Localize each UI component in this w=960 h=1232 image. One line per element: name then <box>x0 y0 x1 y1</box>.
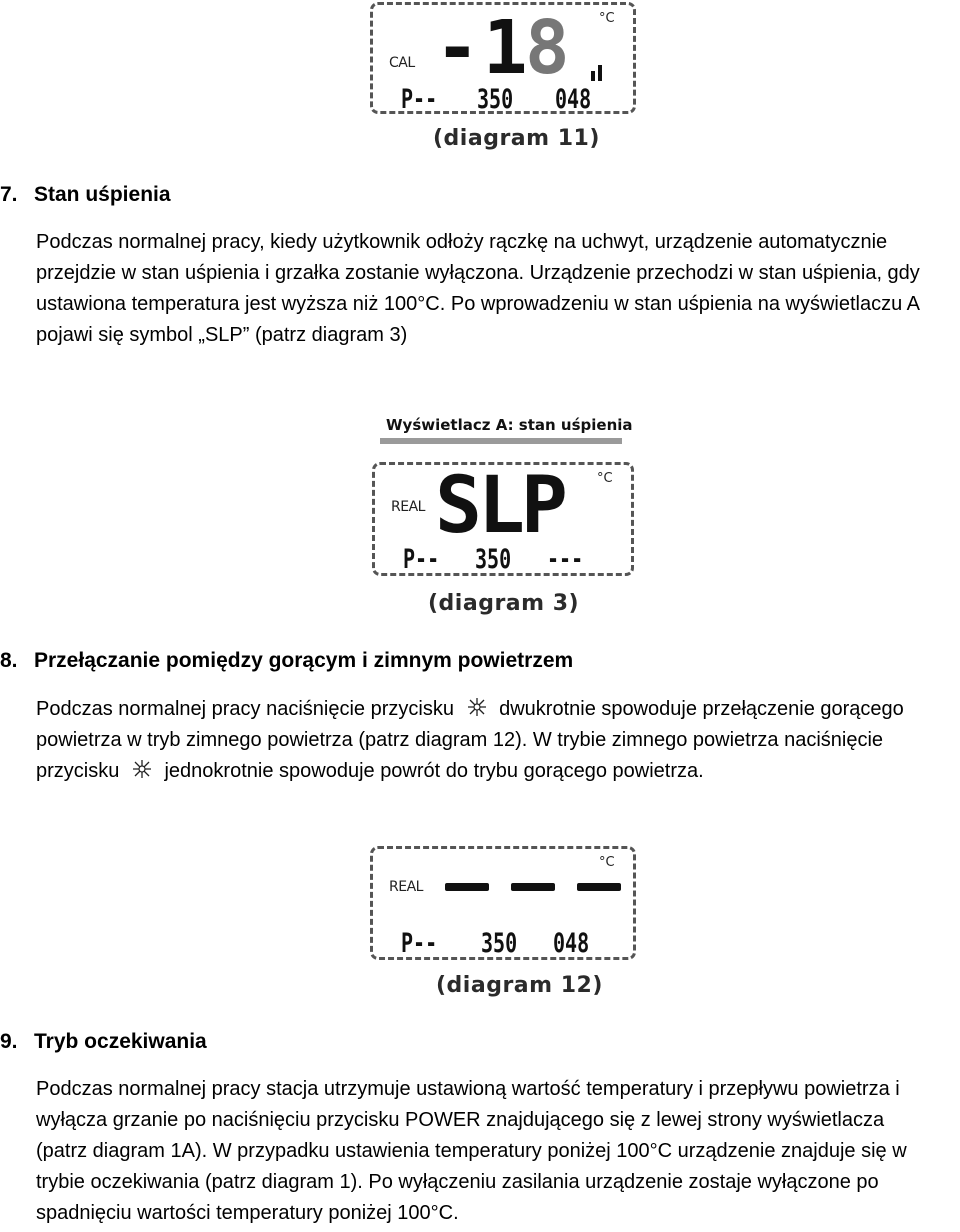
lcd-mode-tag: REAL <box>391 499 425 515</box>
section-8-text-2: dwukrotnie spowoduje przełączenie gorącego powietrza w tryb zimnego powietrza (patrz diagram 12). W trybie zimnego powietrza naciśnięcie przycisku <box>36 698 904 782</box>
lcd-digit-1: 1 <box>483 5 526 91</box>
lcd-readout-temp: 350 <box>481 926 518 959</box>
section-9-paragraph: Podczas normalnej pracy stacja utrzymuje ustawioną wartość temperatury i przepływu powietrza i wyłącza grzanie po naciśnięciu przycisku POWER znajdującego się z lewej strony wyświetlacza (patrz diagram 1A). W przypadku ustawienia temperatury poniżej 100°C urządzenie znajduje się w trybie oczekiwania (patrz diagram 1). Po wyłączeniu zasilania urządzenie zostaje wyłączone po spadnięciu wartości temperatury poniżej 100°C. <box>36 1078 907 1224</box>
lcd-mode-tag: REAL <box>389 879 423 895</box>
lcd-unit: °C <box>599 11 615 26</box>
lcd-dashes <box>445 883 621 891</box>
section-8-title: Przełączanie pomiędzy gorącym i zimnym powietrzem <box>34 649 574 672</box>
section-8-text-1: Podczas normalnej pracy naciśnięcie przycisku <box>36 698 454 720</box>
heater-bars-icon <box>591 63 605 81</box>
section-8-text-3: jednokrotnie spowoduje powrót do trybu gorącego powietrza. <box>164 760 704 782</box>
lcd-readout-p: P-- <box>403 542 440 575</box>
section-7-title: Stan uśpienia <box>34 183 171 206</box>
section-7-number: 7. <box>0 183 18 206</box>
diagram-3-title-underline <box>380 438 622 444</box>
lcd-display-diagram-12 <box>370 846 636 960</box>
lcd-mode-tag: CAL <box>389 55 415 71</box>
lcd-display-diagram-3 <box>372 462 634 576</box>
section-8-heading <box>0 648 573 674</box>
section-7-heading <box>0 182 171 208</box>
section-9-heading <box>0 1029 207 1055</box>
section-8-number: 8. <box>0 649 18 672</box>
lcd-digit-2: 8 <box>525 5 568 91</box>
lcd-readout-p: P-- <box>401 926 438 959</box>
lcd-unit: °C <box>599 855 615 870</box>
lcd-dash <box>445 883 489 891</box>
lcd-dash <box>511 883 555 891</box>
lcd-readout-temp: 350 <box>477 82 514 115</box>
lcd-readout-air: --- <box>547 542 584 575</box>
diagram-12-caption: (diagram 12) <box>436 973 603 998</box>
lcd-sign: - <box>435 5 478 91</box>
diagram-11-caption: (diagram 11) <box>433 126 600 151</box>
fan-icon <box>131 759 153 779</box>
lcd-display-diagram-11 <box>370 2 636 114</box>
diagram-3-title: Wyświetlacz A: stan uśpienia <box>386 416 633 434</box>
lcd-readout-temp: 350 <box>475 542 512 575</box>
lcd-readout-air: 048 <box>555 82 592 115</box>
fan-icon <box>466 697 488 717</box>
section-9-number: 9. <box>0 1030 18 1053</box>
lcd-readout-air: 048 <box>553 926 590 959</box>
lcd-sleep-symbol: SLP <box>435 461 564 551</box>
section-7-paragraph: Podczas normalnej pracy, kiedy użytkownik odłoży rączkę na uchwyt, urządzenie automatycznie przejdzie w stan uśpienia i grzałka zostanie wyłączona. Urządzenie przechodzi w stan uśpienia, gdy ustawiona temperatura jest wyższa niż 100°C. Po wprowadzeniu w stan uśpienia na wyświetlaczu A pojawi się symbol „SLP” (patrz diagram 3) <box>36 231 920 346</box>
lcd-unit: °C <box>597 471 613 486</box>
section-9-title: Tryb oczekiwania <box>34 1030 207 1053</box>
lcd-readout-p: P-- <box>401 82 438 115</box>
section-8-paragraph <box>36 694 936 787</box>
diagram-3-caption: (diagram 3) <box>428 591 580 616</box>
lcd-dash <box>577 883 621 891</box>
